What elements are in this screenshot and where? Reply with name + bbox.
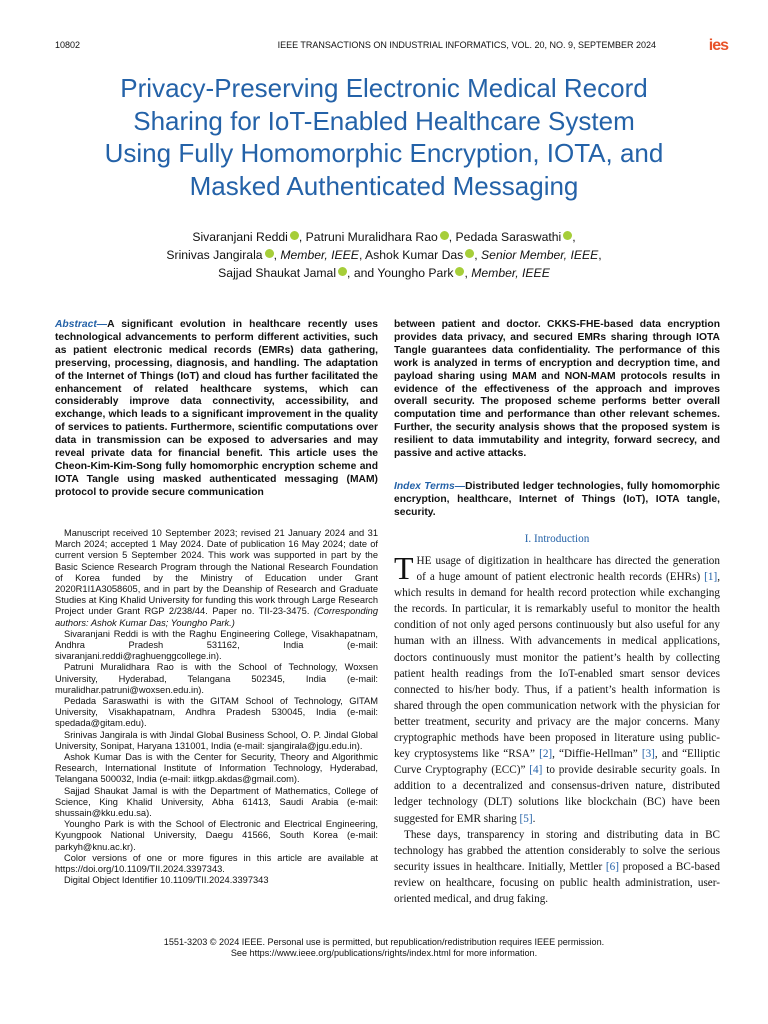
footnote: Ashok Kumar Das is with the Center for Security, Theory and Algorithmic Research, International Institute of Information Technology, Hyderabad, Telangana 500032, India (e-mail: iitkgp.akdas@gmail.com). — [55, 752, 378, 785]
author-name: Sajjad Shaukat Jamal — [218, 266, 337, 280]
text-run: to provide desirable security goals. In addition to a decentralized and consensus-driven nature, distributed ledger technology (DLT) solutions like blockchain (BC) have been suggested for EMR sharing — [394, 764, 720, 825]
footnote: Srinivas Jangirala is with Jindal Global Business School, O. P. Jindal Global University, Sonipat, Haryana 131001, India (e-mail: sjangirala@jgu.edu.in). — [55, 729, 378, 751]
title-line: Sharing for IoT-Enabled Healthcare System — [133, 105, 635, 136]
footnote — [55, 528, 378, 629]
footnote: Digital Object Identifier 10.1109/TII.2024.3397343 — [64, 875, 269, 886]
orcid-icon[interactable] — [455, 267, 464, 276]
orcid-icon[interactable] — [440, 231, 449, 240]
paper-title — [40, 72, 728, 202]
abstract-label: Abstract— — [55, 319, 108, 330]
footnote: Youngho Park is with the School of Electronic and Electrical Engineering, Kyungpook National University, Daegu 41566, South Korea (e-mail: parkyh@knu.ac.kr). — [55, 819, 378, 852]
citation-link[interactable]: [1] — [704, 571, 718, 584]
orcid-icon[interactable] — [290, 231, 299, 240]
text-run: . — [532, 812, 536, 825]
author-role: Member, IEEE — [280, 248, 359, 262]
text-run: , and “Elliptic Curve Cryptography (ECC)” — [394, 748, 720, 777]
index-terms-label: Index Terms— — [394, 481, 466, 492]
author-name: Sivaranjani Reddi — [192, 230, 288, 244]
page-number: 10802 — [55, 40, 81, 50]
orcid-icon[interactable] — [465, 249, 474, 258]
footnote: Sajjad Shaukat Jamal is with the Department of Mathematics, College of Science, King Khalid University, Abha 61413, Saudi Arabia (e-mail: shussain@kku.edu.sa). — [55, 785, 378, 819]
author-name: Youngho Park — [377, 266, 454, 280]
author-role: Member, IEEE — [471, 266, 550, 280]
title-line: Using Fully Homomorphic Encryption, IOTA, and — [104, 138, 664, 168]
text-run: proposed a BC-based review on healthcare, focusing on public health administration, user-oriented medical, and drug faking. — [394, 860, 720, 905]
footnotes — [55, 528, 378, 887]
ies-logo: ies — [708, 37, 728, 54]
footnote: Patruni Muralidhara Rao is with the School of Technology, Woxsen University, Hyderabad, Telangana 502345, India (e-mail: muralidhar.patruni@woxsen.edu.in). — [55, 662, 378, 695]
corresponding-authors: (Corresponding authors: Ashok Kumar Das; Youngho Park.) — [55, 606, 378, 628]
author-role: Senior Member, IEEE — [481, 248, 599, 262]
abstract-right: between patient and doctor. CKKS-FHE-based data encryption provides data privacy, and secured EMRs sharing through IOTA Tangle guarantees data confidentiality. The performance of this work is analyzed in terms of encryption and decryption time, and payload sharing using MAM and NON-MAM protocols results in evidence of the effectiveness of the approach and improves overall security. The proposed scheme performs better overall computation time and performance than other relevant schemes. Further, the security analysis shows that the proposed system is resilient to data immutability and integrity, forward secrecy, and passive and active attacks. — [394, 319, 720, 460]
abstract-left — [55, 319, 378, 500]
index-terms-text: Distributed ledger technologies, fully homomorphic encryption, healthcare, Internet of Things (IoT), IOTA tangle, security. — [394, 481, 720, 518]
author-list: Sivaranjani Reddi , Patruni Muralidhara Rao , Pedada Saraswathi , Srinivas Jangirala , Member, IEEE, Ashok Kumar Das , Senior Member, IEEE, Sajjad Shaukat Jamal , and Youngho Park , Member, IEEE — [166, 230, 602, 280]
citation-link[interactable]: [2] — [539, 748, 553, 761]
rights-line: See https://www.ieee.org/publications/rights/index.html for more information. — [230, 948, 538, 958]
journal-name: IEEE TRANSACTIONS ON INDUSTRIAL INFORMATICS, VOL. 20, NO. 9, SEPTEMBER 2024 — [277, 40, 656, 50]
orcid-icon[interactable] — [265, 249, 274, 258]
citation-link[interactable]: [4] — [529, 764, 543, 777]
section-heading: I. Introduction — [524, 533, 590, 545]
intro-paragraph — [394, 827, 720, 907]
author-name: Ashok Kumar Das — [365, 248, 464, 262]
title-line: Privacy-Preserving Electronic Medical Record — [120, 73, 648, 103]
citation-link[interactable]: [5] — [519, 812, 533, 825]
title-line: Masked Authenticated Messaging — [189, 170, 579, 201]
introduction-body — [394, 550, 720, 907]
text-run: These days, transparency in storing and distributing data in BC technology has grabbed the attention considerably to solve the serious security issues in healthcare. Initially, Mettler — [394, 828, 720, 873]
copyright-line: 1551-3203 © 2024 IEEE. Personal use is permitted, but republication/redistribution requires IEEE permission. — [163, 937, 605, 947]
citation-link[interactable]: [3] — [641, 748, 655, 761]
index-terms — [394, 481, 720, 520]
citation-link[interactable]: [6] — [605, 860, 619, 873]
text-run: , which results in demand for health record protection while exchanging the records. In particular, it is remarkably useful to monitor the health condition of not only aged persons continuously but also useful for any human with an illness. With advancements in medical applications, doctors continuously must monitor the patient’s health by collecting patient health readings from the IoT-enabled smart sensor devices connected to his/her body. Thus, if a patient’s health information is shared through the open communication network with the physician for better treatment, security and privacy are the major concerns. Many cryptographic methods have been proposed in literature using public-key cryptosystems like “RSA” — [394, 571, 720, 761]
abstract-text: A significant evolution in healthcare recently uses technological advancements to perform different activities, such as patient electronic medical records (EMRs) data gathering, preserving, processing, diagnosis, and handling. The adaptation of the Internet of Things (IoT) and cloud has further facilitated the enhancement of related healthcare systems, which can considerably improve data connectivity, accessibility, and exchange, which leads to a significant improvement in the quality of services to patients. Furthermore, scientific computations over data in transmission can be exposed to adversaries and may reveal private data for financial benefit. This article uses the Cheon-Kim-Kim-Song fully homomorphic encryption scheme and IOTA Tangle using masked authenticated messaging (MAM) protocol to provide secure communication — [55, 319, 378, 498]
drop-cap: T — [394, 550, 414, 586]
orcid-icon[interactable] — [563, 231, 572, 240]
running-header — [55, 37, 728, 56]
author-name: Srinivas Jangirala — [166, 248, 263, 262]
intro-paragraph — [394, 550, 720, 827]
copyright-footer — [40, 937, 728, 959]
and-word: and — [353, 266, 375, 280]
author-name: Pedada Saraswathi — [455, 230, 562, 244]
text-run: , “Diffie-Hellman” — [552, 748, 642, 761]
text-run: HE usage of digitization in healthcare has directed the generation of a huge amount of patient electronic health records (EHRs) — [416, 555, 720, 584]
footnote: Color versions of one or more figures in this article are available at https://doi.org/10.1109/TII.2024.3397343. — [55, 852, 378, 875]
author-name: Patruni Muralidhara Rao — [305, 230, 438, 244]
orcid-icon[interactable] — [338, 267, 347, 276]
footnote: Pedada Saraswathi is with the GITAM School of Technology, GITAM University, Visakhapatnam, Andhra Pradesh 530045, India (e-mail: spedada@gitam.edu). — [55, 696, 378, 729]
footnote: Sivaranjani Reddi is with the Raghu Engineering College, Visakhapatnam, Andhra Pradesh 531162, India (e-mail: sivaranjani.reddi@raghuenggcollege.in). — [55, 628, 378, 662]
text-run: Manuscript received 10 September 2023; revised 21 January 2024 and 31 March 2024; accepted 1 May 2024. Date of publication 16 May 2024; date of current version 5 September 2024. This work was supported in part by the Basic Science Research Program through the National Research Foundation of Korea funded by the Ministry of Education under Grant 2020R1I1A3058605, and in part by the Deanship of Research and Graduate Studies at King Khalid University for funding this work through Large Research Project under Grant RGP 2/238/44. Paper no. TII-23-3475. — [55, 528, 378, 617]
